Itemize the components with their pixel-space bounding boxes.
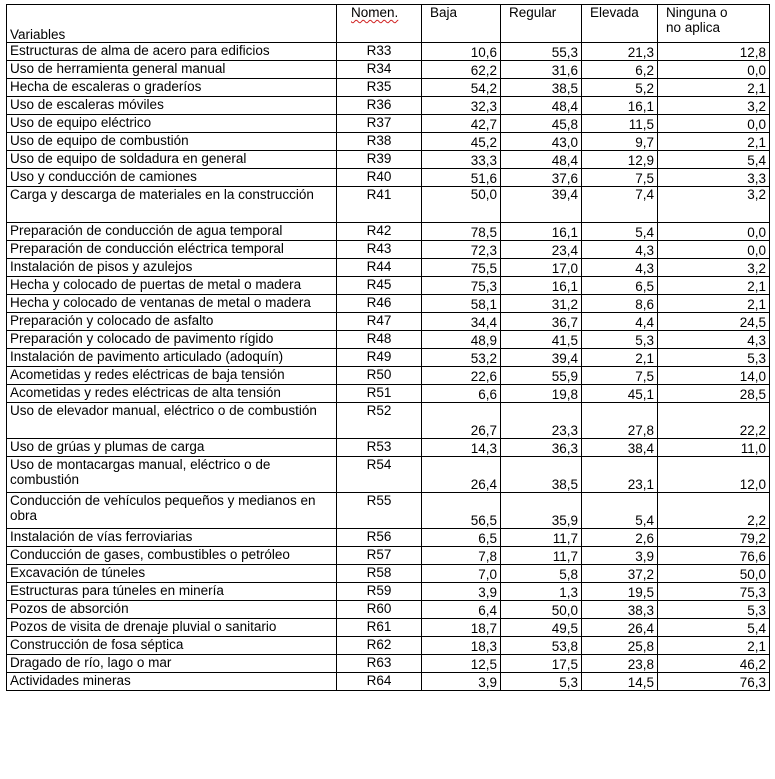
cell-variable: Acometidas y redes eléctricas de alta tensión xyxy=(7,385,337,403)
cell-regular: 41,5 xyxy=(501,331,582,349)
cell-nomen: R60 xyxy=(337,601,422,619)
cell-variable: Construcción de fosa séptica xyxy=(7,637,337,655)
cell-ninguna: 76,6 xyxy=(658,547,770,565)
cell-ninguna: 0,0 xyxy=(658,61,770,79)
cell-ninguna: 75,3 xyxy=(658,583,770,601)
cell-elevada: 16,1 xyxy=(582,97,658,115)
cell-regular: 43,0 xyxy=(501,133,582,151)
cell-elevada: 23,1 xyxy=(582,457,658,493)
cell-variable: Uso y conducción de camiones xyxy=(7,169,337,187)
table-row xyxy=(7,565,770,583)
cell-baja: 26,7 xyxy=(422,403,501,439)
cell-ninguna: 5,4 xyxy=(658,151,770,169)
cell-regular: 48,4 xyxy=(501,97,582,115)
cell-nomen: R39 xyxy=(337,151,422,169)
cell-regular: 36,3 xyxy=(501,439,582,457)
cell-regular: 39,4 xyxy=(501,187,582,223)
cell-variable: Acometidas y redes eléctricas de baja tensión xyxy=(7,367,337,385)
cell-regular: 17,5 xyxy=(501,655,582,673)
cell-nomen: R38 xyxy=(337,133,422,151)
cell-baja: 3,9 xyxy=(422,583,501,601)
cell-baja: 18,7 xyxy=(422,619,501,637)
cell-regular: 55,3 xyxy=(501,43,582,61)
cell-elevada: 7,4 xyxy=(582,187,658,223)
cell-elevada: 4,3 xyxy=(582,241,658,259)
cell-regular: 36,7 xyxy=(501,313,582,331)
table-row xyxy=(7,619,770,637)
cell-variable: Preparación de conducción eléctrica temporal xyxy=(7,241,337,259)
table-row xyxy=(7,115,770,133)
header-variables: Variables xyxy=(7,5,337,43)
cell-ninguna: 79,2 xyxy=(658,529,770,547)
cell-elevada: 37,2 xyxy=(582,565,658,583)
cell-ninguna: 3,2 xyxy=(658,259,770,277)
cell-nomen: R52 xyxy=(337,403,422,439)
cell-variable: Uso de grúas y plumas de carga xyxy=(7,439,337,457)
cell-elevada: 12,9 xyxy=(582,151,658,169)
cell-baja: 14,3 xyxy=(422,439,501,457)
header-row xyxy=(7,5,770,43)
table-container xyxy=(6,4,770,691)
cell-baja: 51,6 xyxy=(422,169,501,187)
cell-variable: Conducción de vehículos pequeños y medianos en obra xyxy=(7,493,337,529)
cell-baja: 3,9 xyxy=(422,673,501,691)
cell-regular: 39,4 xyxy=(501,349,582,367)
cell-variable: Estructuras de alma de acero para edificios xyxy=(7,43,337,61)
cell-variable: Preparación de conducción de agua temporal xyxy=(7,223,337,241)
cell-nomen: R59 xyxy=(337,583,422,601)
table-row xyxy=(7,133,770,151)
cell-baja: 7,8 xyxy=(422,547,501,565)
cell-nomen: R53 xyxy=(337,439,422,457)
cell-regular: 5,3 xyxy=(501,673,582,691)
cell-nomen: R37 xyxy=(337,115,422,133)
cell-elevada: 11,5 xyxy=(582,115,658,133)
cell-nomen: R61 xyxy=(337,619,422,637)
cell-ninguna: 76,3 xyxy=(658,673,770,691)
cell-nomen: R42 xyxy=(337,223,422,241)
cell-variable: Estructuras para túneles en minería xyxy=(7,583,337,601)
cell-nomen: R64 xyxy=(337,673,422,691)
cell-baja: 58,1 xyxy=(422,295,501,313)
cell-ninguna: 5,4 xyxy=(658,619,770,637)
cell-variable: Dragado de río, lago o mar xyxy=(7,655,337,673)
cell-regular: 49,5 xyxy=(501,619,582,637)
table-row xyxy=(7,583,770,601)
table-row xyxy=(7,43,770,61)
cell-elevada: 5,3 xyxy=(582,331,658,349)
cell-ninguna: 5,3 xyxy=(658,601,770,619)
cell-elevada: 25,8 xyxy=(582,637,658,655)
cell-regular: 17,0 xyxy=(501,259,582,277)
cell-variable: Hecha de escaleras o graderíos xyxy=(7,79,337,97)
cell-elevada: 6,2 xyxy=(582,61,658,79)
cell-regular: 19,8 xyxy=(501,385,582,403)
cell-ninguna: 24,5 xyxy=(658,313,770,331)
header-regular: Regular xyxy=(501,5,582,43)
cell-regular: 53,8 xyxy=(501,637,582,655)
cell-variable: Uso de montacargas manual, eléctrico o de combustión xyxy=(7,457,337,493)
cell-ninguna: 12,8 xyxy=(658,43,770,61)
cell-ninguna: 2,2 xyxy=(658,493,770,529)
table-row xyxy=(7,223,770,241)
cell-nomen: R35 xyxy=(337,79,422,97)
header-elevada: Elevada xyxy=(582,5,658,43)
cell-regular: 23,4 xyxy=(501,241,582,259)
header-ninguna: Ninguna o no aplica xyxy=(658,5,770,43)
cell-elevada: 8,6 xyxy=(582,295,658,313)
cell-ninguna: 3,2 xyxy=(658,97,770,115)
cell-elevada: 19,5 xyxy=(582,583,658,601)
cell-baja: 56,5 xyxy=(422,493,501,529)
cell-baja: 75,5 xyxy=(422,259,501,277)
cell-ninguna: 11,0 xyxy=(658,439,770,457)
cell-ninguna: 3,2 xyxy=(658,187,770,223)
cell-baja: 54,2 xyxy=(422,79,501,97)
header-nomen: Nomen. xyxy=(337,5,422,43)
cell-ninguna: 0,0 xyxy=(658,241,770,259)
table-row xyxy=(7,637,770,655)
cell-baja: 7,0 xyxy=(422,565,501,583)
cell-elevada: 7,5 xyxy=(582,367,658,385)
cell-elevada: 2,1 xyxy=(582,349,658,367)
cell-nomen: R55 xyxy=(337,493,422,529)
cell-regular: 11,7 xyxy=(501,547,582,565)
table-row xyxy=(7,655,770,673)
cell-variable: Hecha y colocado de puertas de metal o madera xyxy=(7,277,337,295)
cell-regular: 16,1 xyxy=(501,223,582,241)
cell-elevada: 38,3 xyxy=(582,601,658,619)
cell-elevada: 4,3 xyxy=(582,259,658,277)
cell-elevada: 38,4 xyxy=(582,439,658,457)
cell-variable: Instalación de pisos y azulejos xyxy=(7,259,337,277)
cell-elevada: 14,5 xyxy=(582,673,658,691)
cell-nomen: R34 xyxy=(337,61,422,79)
table-row xyxy=(7,529,770,547)
cell-ninguna: 2,1 xyxy=(658,295,770,313)
header-baja: Baja xyxy=(422,5,501,43)
cell-ninguna: 2,1 xyxy=(658,277,770,295)
cell-ninguna: 14,0 xyxy=(658,367,770,385)
cell-ninguna: 2,1 xyxy=(658,133,770,151)
cell-variable: Preparación y colocado de pavimento rígido xyxy=(7,331,337,349)
cell-regular: 11,7 xyxy=(501,529,582,547)
cell-elevada: 26,4 xyxy=(582,619,658,637)
cell-ninguna: 22,2 xyxy=(658,403,770,439)
cell-elevada: 7,5 xyxy=(582,169,658,187)
cell-elevada: 9,7 xyxy=(582,133,658,151)
cell-variable: Instalación de pavimento articulado (adoquín) xyxy=(7,349,337,367)
cell-variable: Uso de escaleras móviles xyxy=(7,97,337,115)
table-row xyxy=(7,439,770,457)
table-row xyxy=(7,673,770,691)
table-row xyxy=(7,259,770,277)
cell-nomen: R62 xyxy=(337,637,422,655)
cell-regular: 38,5 xyxy=(501,457,582,493)
cell-ninguna: 2,1 xyxy=(658,637,770,655)
cell-regular: 37,6 xyxy=(501,169,582,187)
cell-elevada: 6,5 xyxy=(582,277,658,295)
cell-variable: Preparación y colocado de asfalto xyxy=(7,313,337,331)
cell-regular: 48,4 xyxy=(501,151,582,169)
table-row xyxy=(7,79,770,97)
cell-baja: 6,6 xyxy=(422,385,501,403)
cell-variable: Pozos de absorción xyxy=(7,601,337,619)
cell-elevada: 27,8 xyxy=(582,403,658,439)
cell-variable: Carga y descarga de materiales en la construcción xyxy=(7,187,337,223)
cell-baja: 78,5 xyxy=(422,223,501,241)
cell-nomen: R44 xyxy=(337,259,422,277)
cell-variable: Uso de elevador manual, eléctrico o de combustión xyxy=(7,403,337,439)
cell-baja: 10,6 xyxy=(422,43,501,61)
cell-ninguna: 0,0 xyxy=(658,223,770,241)
cell-nomen: R47 xyxy=(337,313,422,331)
cell-ninguna: 50,0 xyxy=(658,565,770,583)
cell-baja: 53,2 xyxy=(422,349,501,367)
cell-nomen: R56 xyxy=(337,529,422,547)
cell-regular: 31,2 xyxy=(501,295,582,313)
cell-variable: Actividades mineras xyxy=(7,673,337,691)
table-row xyxy=(7,313,770,331)
cell-elevada: 23,8 xyxy=(582,655,658,673)
cell-nomen: R48 xyxy=(337,331,422,349)
cell-baja: 75,3 xyxy=(422,277,501,295)
cell-nomen: R54 xyxy=(337,457,422,493)
table-row xyxy=(7,187,770,223)
cell-variable: Pozos de visita de drenaje pluvial o sanitario xyxy=(7,619,337,637)
cell-elevada: 5,2 xyxy=(582,79,658,97)
cell-variable: Uso de equipo eléctrico xyxy=(7,115,337,133)
cell-nomen: R46 xyxy=(337,295,422,313)
cell-nomen: R58 xyxy=(337,565,422,583)
table-row xyxy=(7,241,770,259)
cell-nomen: R41 xyxy=(337,187,422,223)
table-row xyxy=(7,331,770,349)
cell-nomen: R49 xyxy=(337,349,422,367)
cell-baja: 42,7 xyxy=(422,115,501,133)
cell-baja: 72,3 xyxy=(422,241,501,259)
cell-regular: 45,8 xyxy=(501,115,582,133)
cell-nomen: R33 xyxy=(337,43,422,61)
table-row xyxy=(7,493,770,529)
cell-ninguna: 2,1 xyxy=(658,79,770,97)
cell-baja: 45,2 xyxy=(422,133,501,151)
cell-nomen: R50 xyxy=(337,367,422,385)
cell-regular: 55,9 xyxy=(501,367,582,385)
cell-elevada: 2,6 xyxy=(582,529,658,547)
cell-elevada: 5,4 xyxy=(582,223,658,241)
cell-regular: 35,9 xyxy=(501,493,582,529)
cell-baja: 6,5 xyxy=(422,529,501,547)
cell-nomen: R36 xyxy=(337,97,422,115)
cell-nomen: R51 xyxy=(337,385,422,403)
cell-ninguna: 46,2 xyxy=(658,655,770,673)
cell-regular: 5,8 xyxy=(501,565,582,583)
cell-baja: 34,4 xyxy=(422,313,501,331)
cell-regular: 31,6 xyxy=(501,61,582,79)
table-row xyxy=(7,151,770,169)
cell-variable: Excavación de túneles xyxy=(7,565,337,583)
cell-variable: Conducción de gases, combustibles o petróleo xyxy=(7,547,337,565)
cell-regular: 50,0 xyxy=(501,601,582,619)
cell-nomen: R45 xyxy=(337,277,422,295)
cell-ninguna: 12,0 xyxy=(658,457,770,493)
cell-variable: Instalación de vías ferroviarias xyxy=(7,529,337,547)
cell-regular: 16,1 xyxy=(501,277,582,295)
table-row xyxy=(7,277,770,295)
cell-baja: 6,4 xyxy=(422,601,501,619)
cell-nomen: R40 xyxy=(337,169,422,187)
table-row xyxy=(7,601,770,619)
table-row xyxy=(7,61,770,79)
cell-baja: 62,2 xyxy=(422,61,501,79)
cell-nomen: R63 xyxy=(337,655,422,673)
cell-ninguna: 28,5 xyxy=(658,385,770,403)
table-row xyxy=(7,349,770,367)
cell-ninguna: 5,3 xyxy=(658,349,770,367)
cell-variable: Hecha y colocado de ventanas de metal o madera xyxy=(7,295,337,313)
cell-nomen: R43 xyxy=(337,241,422,259)
cell-baja: 22,6 xyxy=(422,367,501,385)
cell-variable: Uso de equipo de combustión xyxy=(7,133,337,151)
table-row xyxy=(7,457,770,493)
table-row xyxy=(7,385,770,403)
table-row xyxy=(7,547,770,565)
cell-elevada: 21,3 xyxy=(582,43,658,61)
table-row xyxy=(7,403,770,439)
table-row xyxy=(7,169,770,187)
table-row xyxy=(7,295,770,313)
cell-baja: 26,4 xyxy=(422,457,501,493)
cell-elevada: 4,4 xyxy=(582,313,658,331)
cell-baja: 32,3 xyxy=(422,97,501,115)
cell-baja: 50,0 xyxy=(422,187,501,223)
cell-baja: 48,9 xyxy=(422,331,501,349)
cell-variable: Uso de herramienta general manual xyxy=(7,61,337,79)
table-row xyxy=(7,367,770,385)
cell-regular: 38,5 xyxy=(501,79,582,97)
cell-ninguna: 0,0 xyxy=(658,115,770,133)
cell-ninguna: 3,3 xyxy=(658,169,770,187)
cell-elevada: 3,9 xyxy=(582,547,658,565)
cell-regular: 1,3 xyxy=(501,583,582,601)
cell-baja: 12,5 xyxy=(422,655,501,673)
cell-elevada: 45,1 xyxy=(582,385,658,403)
cell-ninguna: 4,3 xyxy=(658,331,770,349)
cell-elevada: 5,4 xyxy=(582,493,658,529)
risk-table xyxy=(6,4,770,691)
cell-baja: 33,3 xyxy=(422,151,501,169)
cell-nomen: R57 xyxy=(337,547,422,565)
cell-variable: Uso de equipo de soldadura en general xyxy=(7,151,337,169)
cell-baja: 18,3 xyxy=(422,637,501,655)
cell-regular: 23,3 xyxy=(501,403,582,439)
table-row xyxy=(7,97,770,115)
table-body xyxy=(7,43,770,691)
